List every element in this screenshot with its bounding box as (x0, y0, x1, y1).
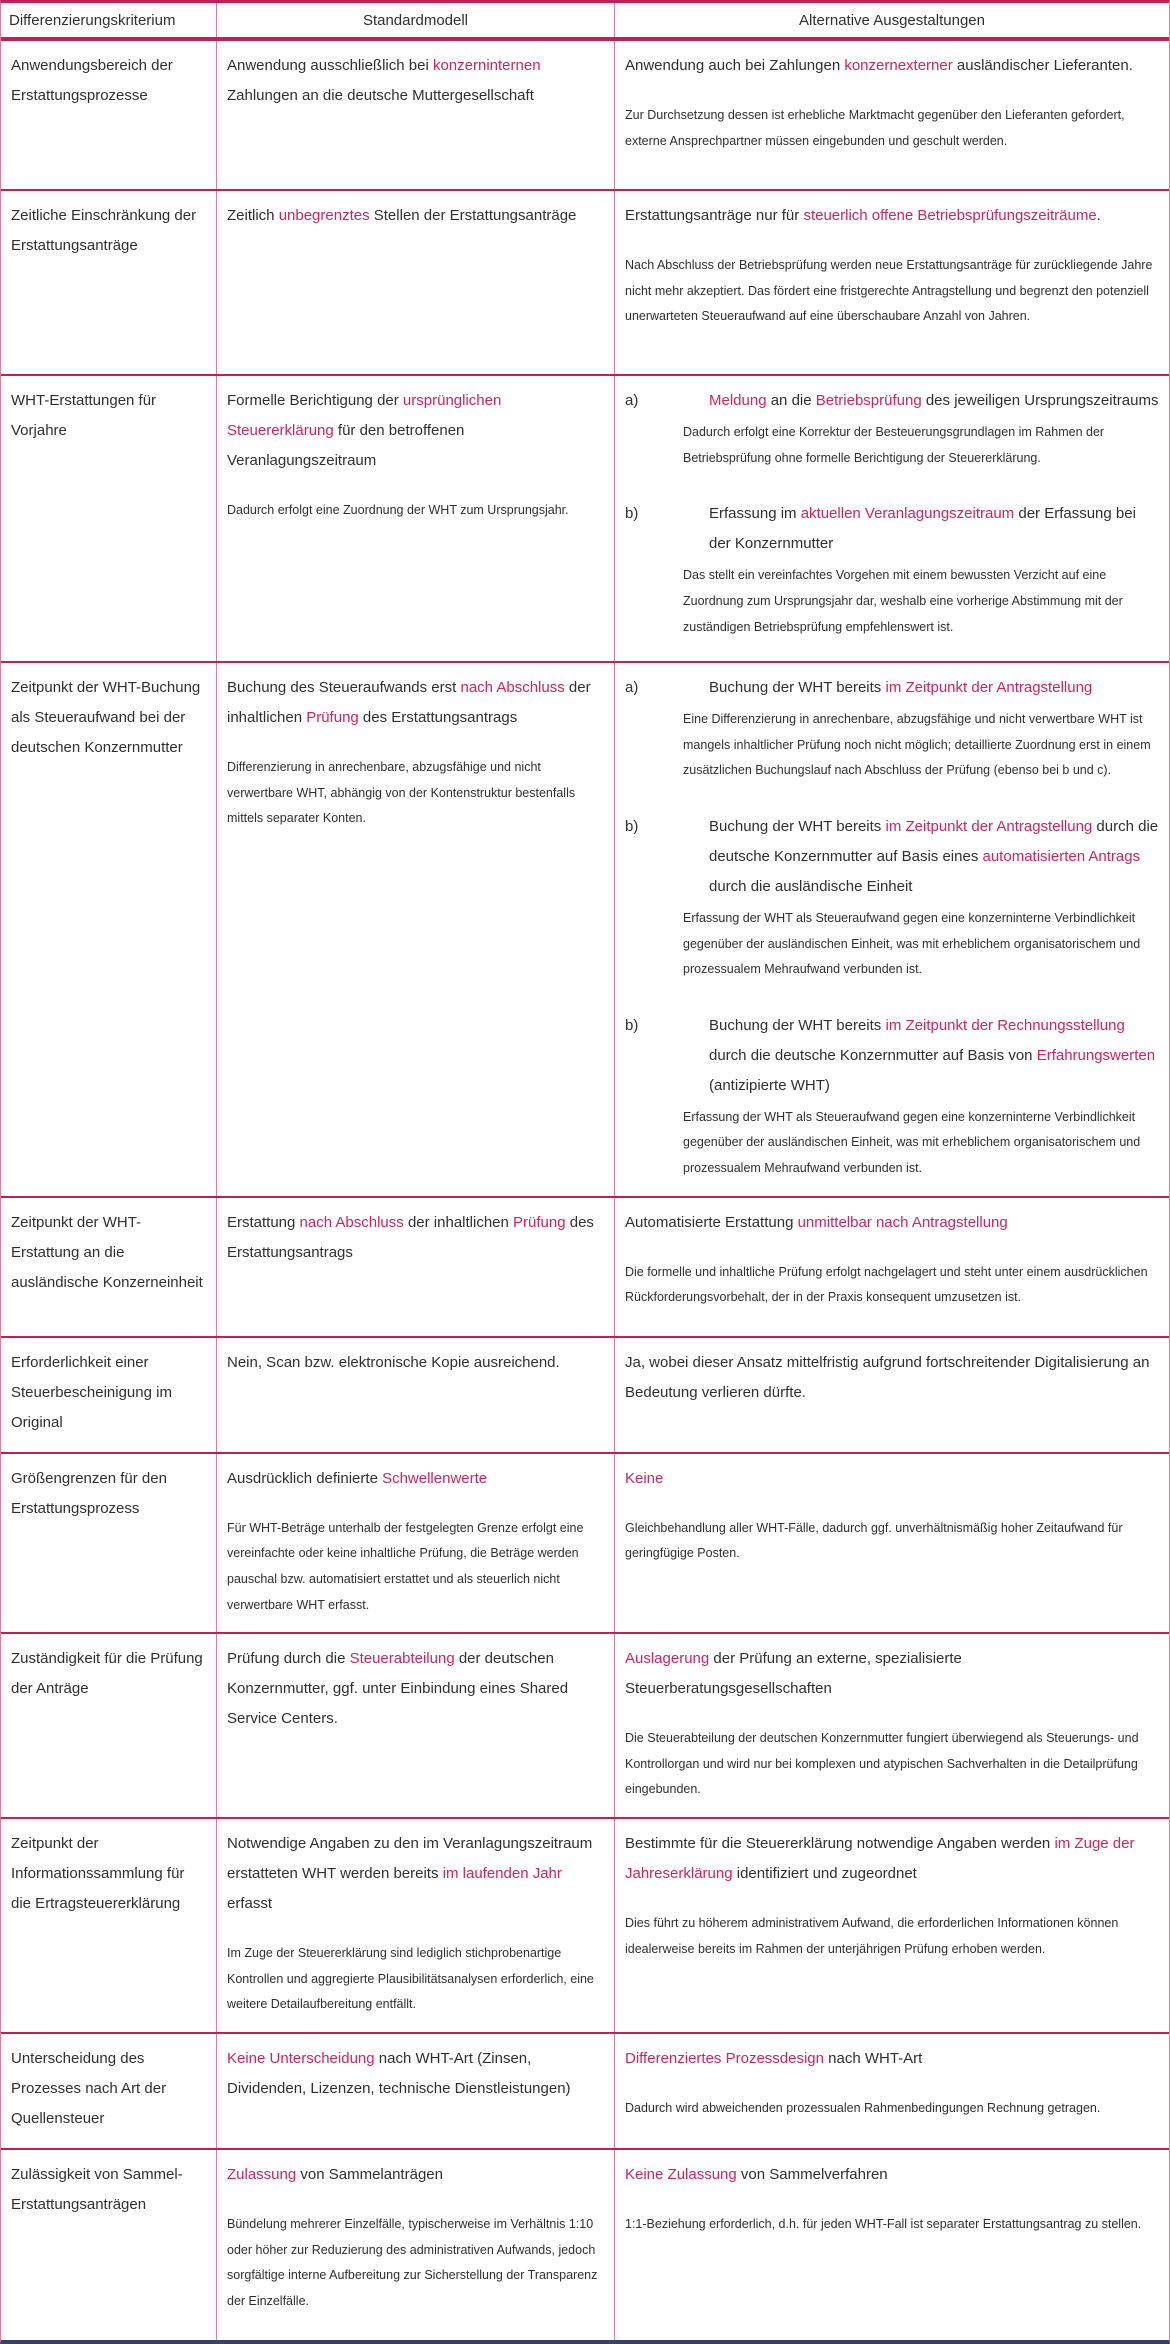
main-text (683, 386, 1159, 416)
main-text (683, 1011, 1159, 1101)
criterion-text: Zulässigkeit von Sammel-Erstattungsanträgen (11, 2165, 183, 2213)
text-segment: durch die ausländische Einheit (709, 877, 913, 895)
note-text: Für WHT-Beträge unterhalb der festgelegten Grenze erfolgt eine vereinfachte oder keine inhaltliche Prüfung, die Beträge werden pauschal bzw. automatisiert erstattet und als steuerlich nicht verwertbare WHT erfasst. (227, 1520, 584, 1612)
table-row (1, 1198, 1169, 1338)
text-segment: des jeweiligen Ursprungszeitraums (921, 392, 1159, 409)
text-segment: nach WHT-Art (823, 2049, 923, 2067)
main-text (625, 1644, 1159, 1704)
header-standard-model: Standardmodell (216, 3, 614, 37)
main-text (625, 2044, 1159, 2074)
main-text (227, 1464, 604, 1494)
table-body (1, 41, 1169, 2340)
criterion-text: Zeitpunkt der Informationssammlung für die Ertragsteuererklärung (11, 1835, 185, 1912)
text-segment: für den betroffenen Veranlagungszeitraum (227, 422, 465, 469)
note-text: Eine Differenzierung in anrechenbare, abzugsfähige und nicht verwertbare WHT ist mangels inhaltlicher Prüfung noch nicht möglich; detaillierte Zuordnung erst in einem zusätzlichen Buchungslauf nach Abschluss der Prüfung (ebenso bei b und c). (683, 712, 1151, 778)
list-item (625, 812, 1159, 983)
text-segment: durch die deutsche Konzernmutter auf Basis eines (709, 817, 1159, 865)
main-text (227, 2160, 604, 2190)
table-header-row (1, 3, 1169, 41)
note-text: Nach Abschluss der Betriebsprüfung werden neue Erstattungsanträge für zurückliegende Jahre nicht mehr akzeptiert. Das fördert eine fristgerechte Antragstellung und begrenzt den potenziell unerwarteten Steueraufwand auf eine überschaubare Anzahl von Jahren. (625, 258, 1153, 324)
highlight-text: Prüfung (306, 709, 359, 726)
text-segment: Buchung der WHT bereits (709, 679, 886, 696)
text-segment: Ausdrücklich definierte (227, 1469, 383, 1487)
text-segment: Buchung der WHT bereits (709, 1016, 886, 1034)
criterion-text: Zeitpunkt der WHT-Erstattung an die ausländische Konzerneinheit (11, 1213, 203, 1291)
text-segment: erfasst (227, 1895, 273, 1912)
note-text: Dies führt zu höherem administrativem Aufwand, die erforderlichen Informationen können idealerweise bereits im Rahmen der unterjährigen Prüfung erhoben werden. (625, 1916, 1119, 1956)
text-segment: identifiziert und zugeordnet (732, 1865, 917, 1882)
text-segment: (antizipierte WHT) (709, 1076, 830, 1094)
criterion-cell (1, 663, 216, 1196)
text-segment: Zahlungen an die deutsche Muttergesellschaft (227, 87, 534, 104)
criterion-text: WHT-Erstattungen für Vorjahre (11, 392, 157, 439)
criterion-cell (1, 2034, 216, 2148)
note-text: Das stellt ein vereinfachtes Vorgehen mit einem bewussten Verzicht auf eine Zuordnung zum Ursprungsjahr dar, weshalb eine vorherige Abstimmung mit der zuständigen Betriebsprüfung empfehlenswert ist. (683, 568, 1123, 634)
note-text: Differenzierung in anrechenbare, abzugsfähige und nicht verwertbare WHT, abhängig von der Kontenstruktur bestenfalls mittels separater Konten. (227, 760, 576, 826)
alternative-cell (614, 2150, 1169, 2340)
note-text: Erfassung der WHT als Steueraufwand gegen eine konzerninterne Verbindlichkeit gegenüber der ausländischen Einheit, was mit erheblichem organisatorischem und prozessualem Mehraufwand verbunden ist. (683, 1109, 1141, 1175)
alternative-cell (614, 41, 1169, 189)
standard-cell (216, 1819, 614, 2032)
table-row (1, 376, 1169, 663)
main-text (227, 1644, 604, 1734)
list-item (625, 1011, 1159, 1182)
item-body (683, 499, 1159, 640)
highlight-text: konzernexterner (844, 57, 953, 74)
alternative-cell (614, 1198, 1169, 1336)
highlight-text: Meldung (709, 392, 767, 409)
criterion-text: Anwendungsbereich der Erstattungsprozesse (11, 57, 173, 104)
standard-cell (216, 2034, 614, 2148)
criterion-cell (1, 41, 216, 189)
main-text (227, 1348, 604, 1378)
main-text (625, 1348, 1159, 1408)
text-segment: Anwendung ausschließlich bei (227, 57, 433, 74)
criterion-cell (1, 1338, 216, 1452)
text-segment: Buchung des Steueraufwands erst (227, 679, 461, 696)
table-row (1, 2034, 1169, 2150)
text-segment: Erfassung im (709, 505, 801, 523)
table-row (1, 41, 1169, 191)
item-label: b) (625, 505, 639, 523)
text-segment: durch die deutsche Konzernmutter auf Basis von (709, 1046, 1037, 1064)
text-segment: Prüfung durch die (227, 1650, 350, 1668)
table-row (1, 191, 1169, 376)
text-segment: nach WHT-Art (Zinsen, Dividenden, Lizenzen, technische Dienstleistungen) (227, 2049, 571, 2097)
header-criterion: Differenzierungskriterium (9, 11, 176, 29)
text-segment: der deutschen Konzernmutter, ggf. unter Einbindung eines Shared Service Centers. (227, 1650, 569, 1728)
main-text (625, 1208, 1159, 1238)
text-segment: Erstattung (227, 1213, 300, 1231)
standard-cell (216, 41, 614, 189)
highlight-text: automatisierten Antrags (982, 847, 1141, 865)
highlight-text: steuerlich offene Betriebsprüfungszeiträume (803, 207, 1097, 224)
alternative-cell (614, 1338, 1169, 1452)
item-body (683, 812, 1159, 983)
table-row (1, 1819, 1169, 2034)
note-text: Im Zuge der Steuererklärung sind lediglich stichprobenartige Kontrollen und aggregierte Plausibilitätsanalysen erforderlich, eine weitere Detailaufbereitung entfällt. (227, 1946, 594, 2012)
text-segment: des Erstattungsantrags (227, 1213, 594, 1261)
main-text (227, 51, 604, 111)
alternative-cell (614, 663, 1169, 1196)
main-text (625, 51, 1159, 81)
item-label: a) (625, 392, 639, 409)
note-text: Die formelle und inhaltliche Prüfung erfolgt nachgelagert und steht unter einem ausdrücklichen Rückforderungsvorbehalt, der in der Praxis konsequent umzusetzen ist. (625, 1264, 1148, 1305)
list-item (625, 386, 1159, 471)
highlight-text: unmittelbar nach Antragstellung (797, 1213, 1008, 1231)
item-label: a) (625, 679, 639, 696)
text-segment: Anwendung auch bei Zahlungen (625, 57, 845, 74)
note-text: Bündelung mehrerer Einzelfälle, typischerweise im Verhältnis 1:10 oder höher zur Reduzierung des administrativen Aufwands, jedoch sorgfältige interne Aufbereitung zur Sicherstellung der Transparenz der Einzelfälle. (227, 2216, 598, 2308)
highlight-text: Keine (625, 1469, 664, 1487)
standard-cell (216, 2150, 614, 2340)
text-segment: der Prüfung an externe, spezialisierte Steuerberatungsgesellschaften (625, 1650, 962, 1698)
text-segment: . (1096, 207, 1101, 224)
highlight-text: im Zeitpunkt der Antragstellung (885, 679, 1093, 696)
standard-cell (216, 1454, 614, 1633)
note-text: Dadurch erfolgt eine Zuordnung der WHT zum Ursprungsjahr. (227, 503, 569, 517)
alternative-cell (614, 191, 1169, 374)
item-label: b) (625, 1016, 639, 1034)
standard-cell (216, 1338, 614, 1452)
main-text (227, 386, 604, 476)
text-segment: Bestimmte für die Steuererklärung notwendige Angaben werden (625, 1835, 1055, 1852)
alternative-cell (614, 1634, 1169, 1817)
standard-cell (216, 1634, 614, 1817)
text-segment: Formelle Berichtigung der (227, 392, 403, 409)
highlight-text: im Zuge der Jahreserklärung (625, 1835, 1135, 1882)
main-text (625, 2160, 1159, 2190)
main-text (625, 1464, 1159, 1494)
criterion-cell (1, 1819, 216, 2032)
text-segment: von Sammelverfahren (736, 2165, 888, 2183)
main-text (683, 499, 1159, 559)
note-text: 1:1-Beziehung erforderlich, d.h. für jeden WHT-Fall ist separater Erstattungsantrag zu stellen. (625, 2216, 1142, 2231)
text-segment: der inhaltlichen (227, 679, 591, 726)
text-segment: Erstattungsanträge nur für (625, 207, 804, 224)
main-text (227, 673, 604, 733)
criterion-text: Zeitpunkt der WHT-Buchung als Steueraufwand bei der deutschen Konzernmutter (11, 679, 201, 756)
main-text (227, 1829, 604, 1919)
highlight-text: im laufenden Jahr (442, 1865, 562, 1882)
criterion-cell (1, 2150, 216, 2340)
text-segment: der Erfassung bei der Konzernmutter (709, 505, 1136, 553)
criterion-cell (1, 376, 216, 661)
highlight-text: konzerninternen (432, 57, 541, 74)
note-text: Zur Durchsetzung dessen ist erhebliche Marktmacht gegenüber den Lieferanten gefordert, externe Ansprechpartner müssen eingebunden und geschult werden. (625, 108, 1125, 148)
alternative-cell (614, 376, 1169, 661)
text-segment: der inhaltlichen (403, 1213, 514, 1231)
text-segment: Buchung der WHT bereits (709, 817, 886, 835)
main-text (683, 673, 1159, 703)
text-segment: Stellen der Erstattungsanträge (369, 207, 577, 224)
criterion-cell (1, 1454, 216, 1633)
text-segment: an die (766, 392, 816, 409)
note-text: Erfassung der WHT als Steueraufwand gegen eine konzerninterne Verbindlichkeit gegenüber der ausländischen Einheit, was mit erheblichem organisatorischem und prozessualem Mehraufwand verbunden ist. (683, 910, 1141, 977)
text-segment: Automatisierte Erstattung (625, 1213, 798, 1231)
text-segment: Notwendige Angaben zu den im Veranlagungszeitraum erstatteten WHT werden bereits (227, 1835, 593, 1882)
table-row (1, 1454, 1169, 1635)
note-text: Dadurch wird abweichenden prozessualen Rahmenbedingungen Rechnung getragen. (625, 2100, 1101, 2115)
main-text (227, 1208, 604, 1268)
highlight-text: Zulassung (227, 2165, 297, 2183)
note-text: Die Steuerabteilung der deutschen Konzernmutter fungiert überwiegend als Steuerungs- und Kontrollorgan und wird nur bei komplexen und atypischen Sachverhalten in die Detailprüfung eingebunden. (625, 1731, 1139, 1797)
text-segment: von Sammelanträgen (296, 2165, 443, 2183)
main-text (683, 812, 1159, 902)
highlight-text: im Zeitpunkt der Rechnungsstellung (885, 1016, 1125, 1034)
criterion-text: Größengrenzen für den Erstattungsprozess (11, 1469, 167, 1517)
highlight-text: Keine Unterscheidung (227, 2049, 375, 2067)
item-body (683, 673, 1159, 784)
highlight-text: Differenziertes Prozessdesign (625, 2049, 824, 2067)
criterion-cell (1, 191, 216, 374)
list-item (625, 673, 1159, 784)
note-text: Gleichbehandlung aller WHT-Fälle, dadurch ggf. unverhältnismäßig hoher Zeitaufwand für geringfügige Posten. (625, 1520, 1123, 1561)
table-row (1, 1338, 1169, 1454)
header-alternatives: Alternative Ausgestaltungen (614, 3, 1169, 37)
item-label: b) (625, 817, 639, 835)
standard-cell (216, 191, 614, 374)
table-row (1, 663, 1169, 1198)
highlight-text: nach Abschluss (460, 679, 565, 696)
criterion-text: Zuständigkeit für die Prüfung der Anträge (11, 1650, 203, 1698)
table-row (1, 2150, 1169, 2340)
criterion-cell (1, 1198, 216, 1336)
main-text (625, 1829, 1159, 1889)
highlight-text: Schwellenwerte (382, 1469, 488, 1487)
highlight-text: unbegrenztes (278, 207, 370, 224)
text-segment: Zeitlich (227, 207, 279, 224)
note-text: Dadurch erfolgt eine Korrektur der Besteuerungsgrundlagen im Rahmen der Betriebsprüfung ohne formelle Berichtigung der Steuererklärung. (683, 425, 1105, 465)
main-text (227, 201, 604, 231)
main-text (625, 201, 1159, 231)
alternative-cell (614, 1819, 1169, 2032)
highlight-text: nach Abschluss (299, 1213, 404, 1231)
alternative-cell (614, 1454, 1169, 1633)
text-segment: des Erstattungsantrags (358, 709, 518, 726)
alternative-cell (614, 2034, 1169, 2148)
text-segment: Ja, wobei dieser Ansatz mittelfristig aufgrund fortschreitender Digitalisierung an Bedeutung verlieren dürfte. (625, 1353, 1150, 1401)
table-row (1, 1634, 1169, 1819)
highlight-text: Auslagerung (625, 1650, 710, 1668)
standard-cell (216, 376, 614, 661)
standard-cell (216, 1198, 614, 1336)
standard-cell (216, 663, 614, 1196)
text-segment: Nein, Scan bzw. elektronische Kopie ausreichend. (227, 1353, 560, 1371)
list-item (625, 499, 1159, 640)
text-segment: ausländischer Lieferanten. (952, 57, 1133, 74)
highlight-text: Prüfung (513, 1213, 566, 1231)
criterion-text: Unterscheidung des Prozesses nach Art der Quellensteuer (11, 2049, 167, 2127)
criterion-cell (1, 1634, 216, 1817)
criterion-text: Erforderlichkeit einer Steuerbescheinigung im Original (11, 1353, 172, 1431)
item-body (683, 386, 1159, 471)
highlight-text: Erfahrungswerten (1036, 1046, 1156, 1064)
highlight-text: Keine Zulassung (625, 2165, 737, 2183)
highlight-text: Steuerabteilung (349, 1650, 455, 1668)
criterion-text: Zeitliche Einschränkung der Erstattungsanträge (11, 207, 197, 254)
item-body (683, 1011, 1159, 1182)
highlight-text: aktuellen Veranlagungszeitraum (800, 505, 1015, 523)
main-text (227, 2044, 604, 2104)
highlight-text: im Zeitpunkt der Antragstellung (885, 817, 1093, 835)
highlight-text: ursprünglichen Steuererklärung (227, 392, 502, 439)
highlight-text: Betriebsprüfung (815, 392, 922, 409)
